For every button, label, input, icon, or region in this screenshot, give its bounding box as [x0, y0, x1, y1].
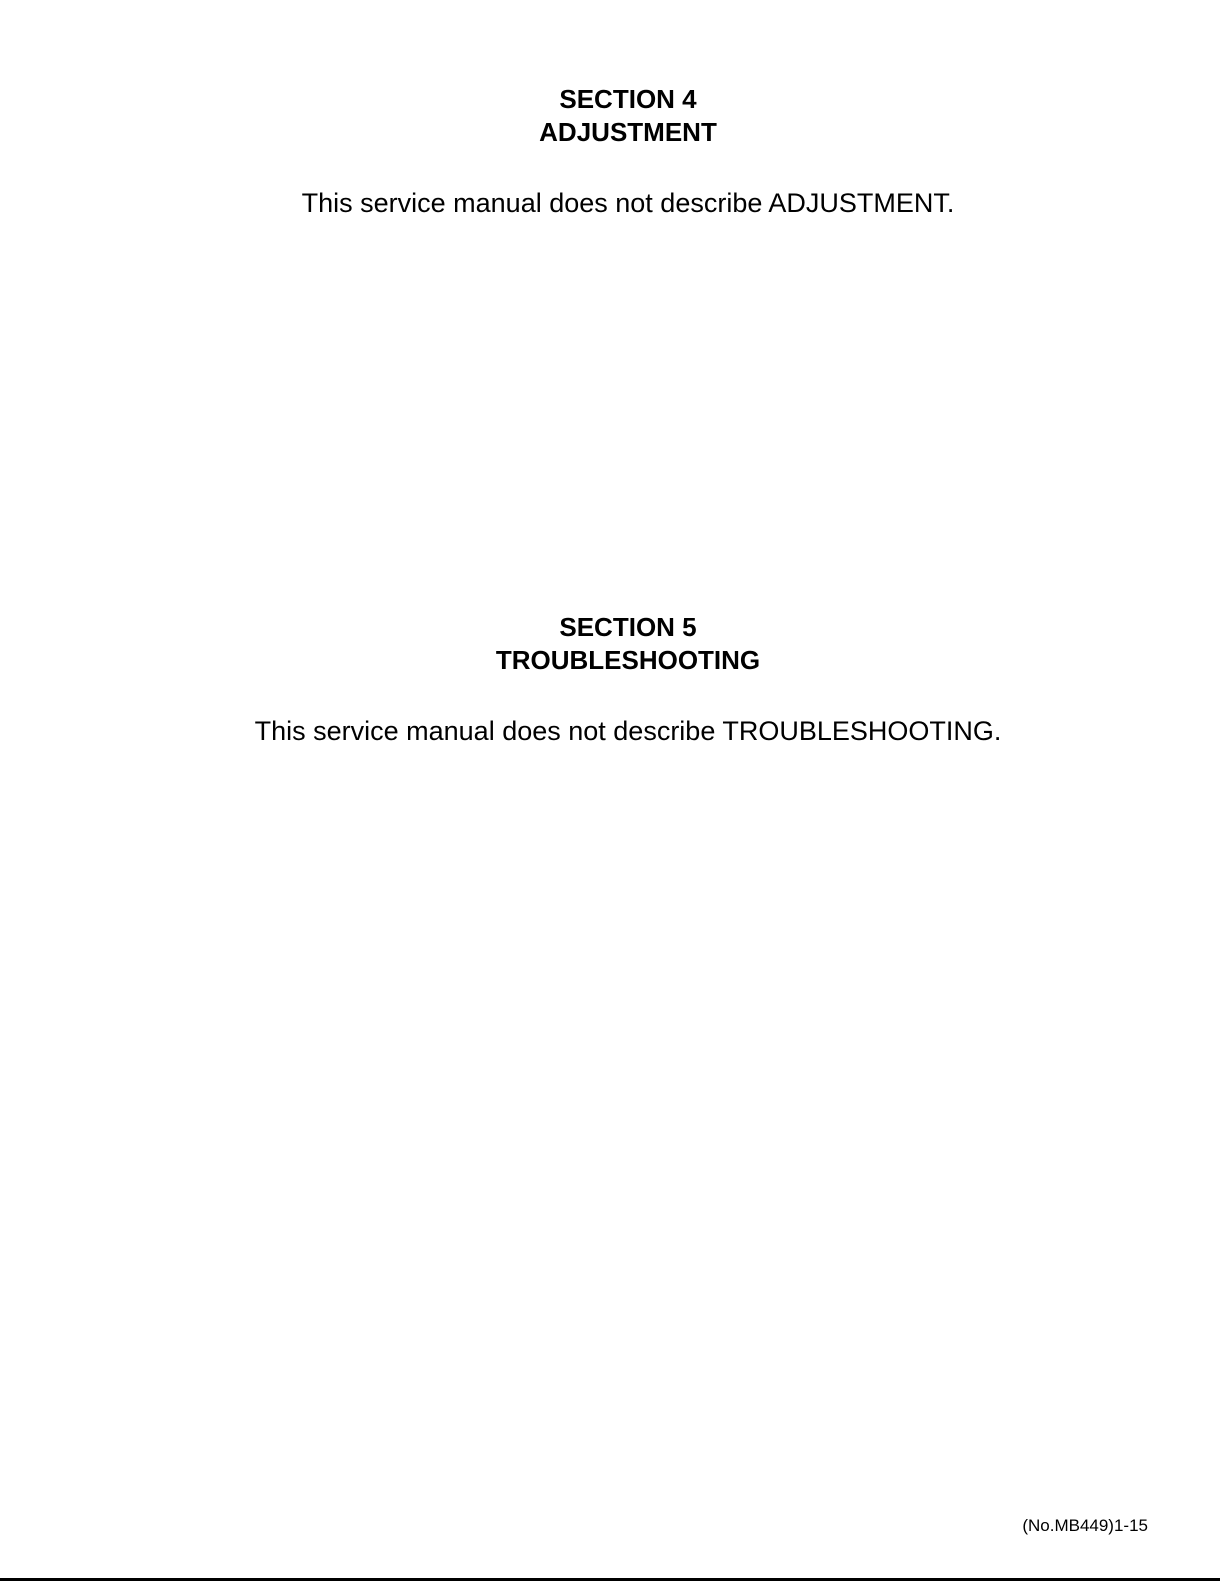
bottom-divider — [0, 1578, 1220, 1581]
section-4-body: This service manual does not describe ADJUSTMENT. — [301, 188, 955, 218]
section-5-title: TROUBLESHOOTING — [495, 645, 761, 675]
section-5-body: This service manual does not describe TROUBLESHOOTING. — [254, 716, 1002, 746]
section-4-number: SECTION 4 — [559, 84, 697, 114]
section-5-number: SECTION 5 — [559, 612, 697, 642]
page-footer-reference: (No.MB449)1-15 — [1022, 1516, 1148, 1535]
section-4-title: ADJUSTMENT — [539, 117, 717, 147]
